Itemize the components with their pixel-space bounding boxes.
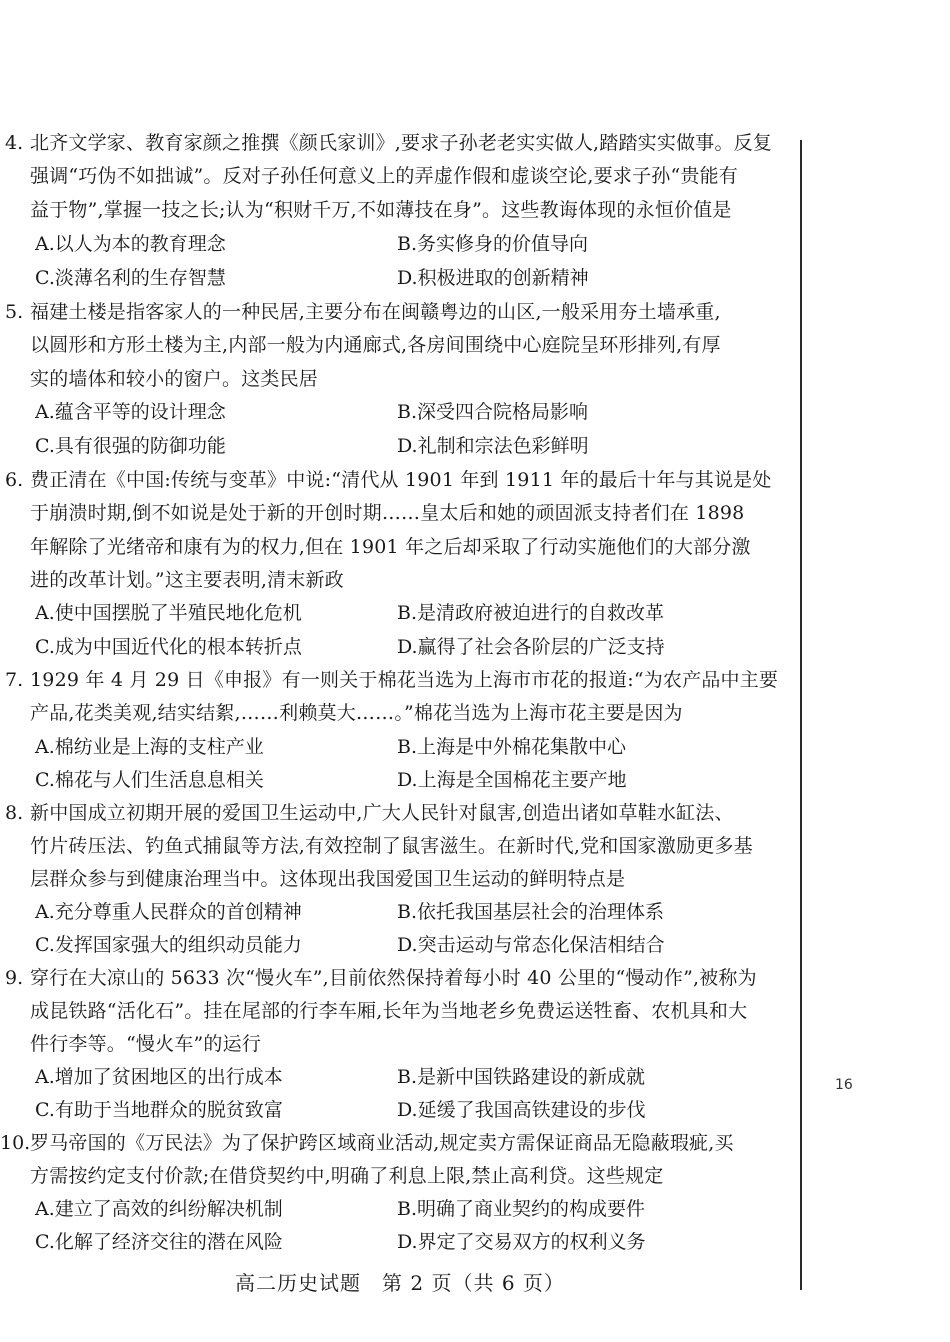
option-d: D.突击运动与常态化保洁相结合 <box>397 934 665 956</box>
option-a: A.充分尊重人民群众的首创精神 <box>35 901 302 923</box>
question-text-line: 方需按约定支付价款;在借贷契约中,明确了利息上限,禁止高利贷。这些规定 <box>30 1165 664 1187</box>
option-b: B.依托我国基层社会的治理体系 <box>397 901 665 923</box>
question-text-line: 新中国成立初期开展的爱国卫生运动中,广大人民针对鼠害,创造出诸如草鞋水缸法、 <box>30 802 734 824</box>
question-text-line: 费正清在《中国:传统与变革》中说:“清代从 1901 年到 1911 年的最后十年与其说是处 <box>30 469 772 491</box>
option-a: A.以人为本的教育理念 <box>35 233 226 255</box>
option-d: D.界定了交易双方的权利义务 <box>397 1231 646 1253</box>
question-text-line: 层群众参与到健康治理当中。这体现出我国爱国卫生运动的鲜明特点是 <box>30 868 626 890</box>
option-c: C.发挥国家强大的组织动员能力 <box>35 934 302 956</box>
option-c: C.化解了经济交往的潜在风险 <box>35 1231 283 1253</box>
question-number: 5. <box>5 301 24 323</box>
question-text-line: 竹片砖压法、钓鱼式捕鼠等方法,有效控制了鼠害滋生。在新时代,党和国家激励更多基 <box>30 835 753 857</box>
question-text-line: 强调“巧伪不如拙诚”。反对子孙任何意义上的弄虚作假和虚谈空论,要求子孙“贵能有 <box>30 165 738 187</box>
question-text-line: 1929 年 4 月 29 日《申报》有一则关于棉花当选为上海市市花的报道:“为农产品中主要 <box>30 669 779 691</box>
question-text-line: 益于物”,掌握一技之长;认为“积财千万,不如薄技在身”。这些教诲体现的永恒价值是 <box>30 199 732 221</box>
binding-margin-line <box>800 140 802 1290</box>
question-text-line: 以圆形和方形土楼为主,内部一般为内通廊式,各房间围绕中心庭院呈环形排列,有厚 <box>30 334 721 356</box>
question-number: 4. <box>5 132 24 154</box>
question-text-line: 实的墙体和较小的窗户。这类民居 <box>30 368 319 390</box>
option-c: C.具有很强的防御功能 <box>35 435 226 457</box>
question-text-line: 产品,花类美观,结实结絮,……利赖莫大……。”棉花当选为上海市花主要是因为 <box>30 702 683 724</box>
option-c: C.有助于当地群众的脱贫致富 <box>35 1099 283 1121</box>
question-number: 9. <box>5 967 24 989</box>
option-d: D.积极进取的创新精神 <box>397 267 589 289</box>
question-text-line: 穿行在大凉山的 5633 次“慢火车”,目前依然保持着每小时 40 公里的“慢动作”,被称为 <box>30 967 757 989</box>
question-text-line: 成昆铁路“活化石”。挂在尾部的行李车厢,长年为当地老乡免费运送牲畜、农机具和大 <box>30 1000 748 1022</box>
option-a: A.棉纺业是上海的支柱产业 <box>35 736 264 758</box>
question-text-line: 北齐文学家、教育家颜之推撰《颜氏家训》,要求子孙老老实实做人,踏踏实实做事。反复 <box>30 132 773 154</box>
option-b: B.是新中国铁路建设的新成就 <box>397 1066 646 1088</box>
option-d: D.礼制和宗法色彩鲜明 <box>397 435 589 457</box>
option-a: A.增加了贫困地区的出行成本 <box>35 1066 283 1088</box>
question-text-line: 件行李等。“慢火车”的运行 <box>30 1033 262 1055</box>
question-number: 10. <box>0 1132 31 1154</box>
option-c: C.成为中国近代化的根本转折点 <box>35 636 302 658</box>
question-text-line: 于崩溃时期,倒不如说是处于新的开创时期……皇太后和她的顽固派支持者们在 1898 <box>30 502 745 524</box>
option-d: D.上海是全国棉花主要产地 <box>397 769 627 791</box>
question-number: 8. <box>5 802 24 824</box>
question-text-line: 年解除了光绪帝和康有为的权力,但在 1901 年之后却采取了行动实施他们的大部分激 <box>30 536 751 558</box>
option-c: C.棉花与人们生活息息相关 <box>35 769 264 791</box>
margin-mark: 16 <box>835 1077 853 1093</box>
option-d: D.延缓了我国高铁建设的步伐 <box>397 1099 646 1121</box>
option-b: B.务实修身的价值导向 <box>397 233 589 255</box>
option-a: A.蕴含平等的设计理念 <box>35 401 226 423</box>
question-text-line: 进的改革计划。”这主要表明,清末新政 <box>30 569 344 591</box>
question-number: 6. <box>5 469 24 491</box>
option-b: B.明确了商业契约的构成要件 <box>397 1198 646 1220</box>
option-c: C.淡薄名利的生存智慧 <box>35 267 226 289</box>
question-text-line: 福建土楼是指客家人的一种民居,主要分布在闽赣粤边的山区,一般采用夯土墙承重, <box>30 301 721 323</box>
option-b: B.是清政府被迫进行的自救改革 <box>397 602 665 624</box>
option-b: B.深受四合院格局影响 <box>397 401 589 423</box>
page-footer: 高二历史试题 第 2 页（共 6 页） <box>235 1271 565 1295</box>
option-d: D.赢得了社会各阶层的广泛支持 <box>397 636 665 658</box>
option-a: A.建立了高效的纠纷解决机制 <box>35 1198 283 1220</box>
option-b: B.上海是中外棉花集散中心 <box>397 736 627 758</box>
question-text-line: 罗马帝国的《万民法》为了保护跨区域商业活动,规定卖方需保证商品无隐蔽瑕疵,买 <box>30 1132 734 1154</box>
option-a: A.使中国摆脱了半殖民地化危机 <box>35 602 302 624</box>
question-number: 7. <box>5 669 24 691</box>
